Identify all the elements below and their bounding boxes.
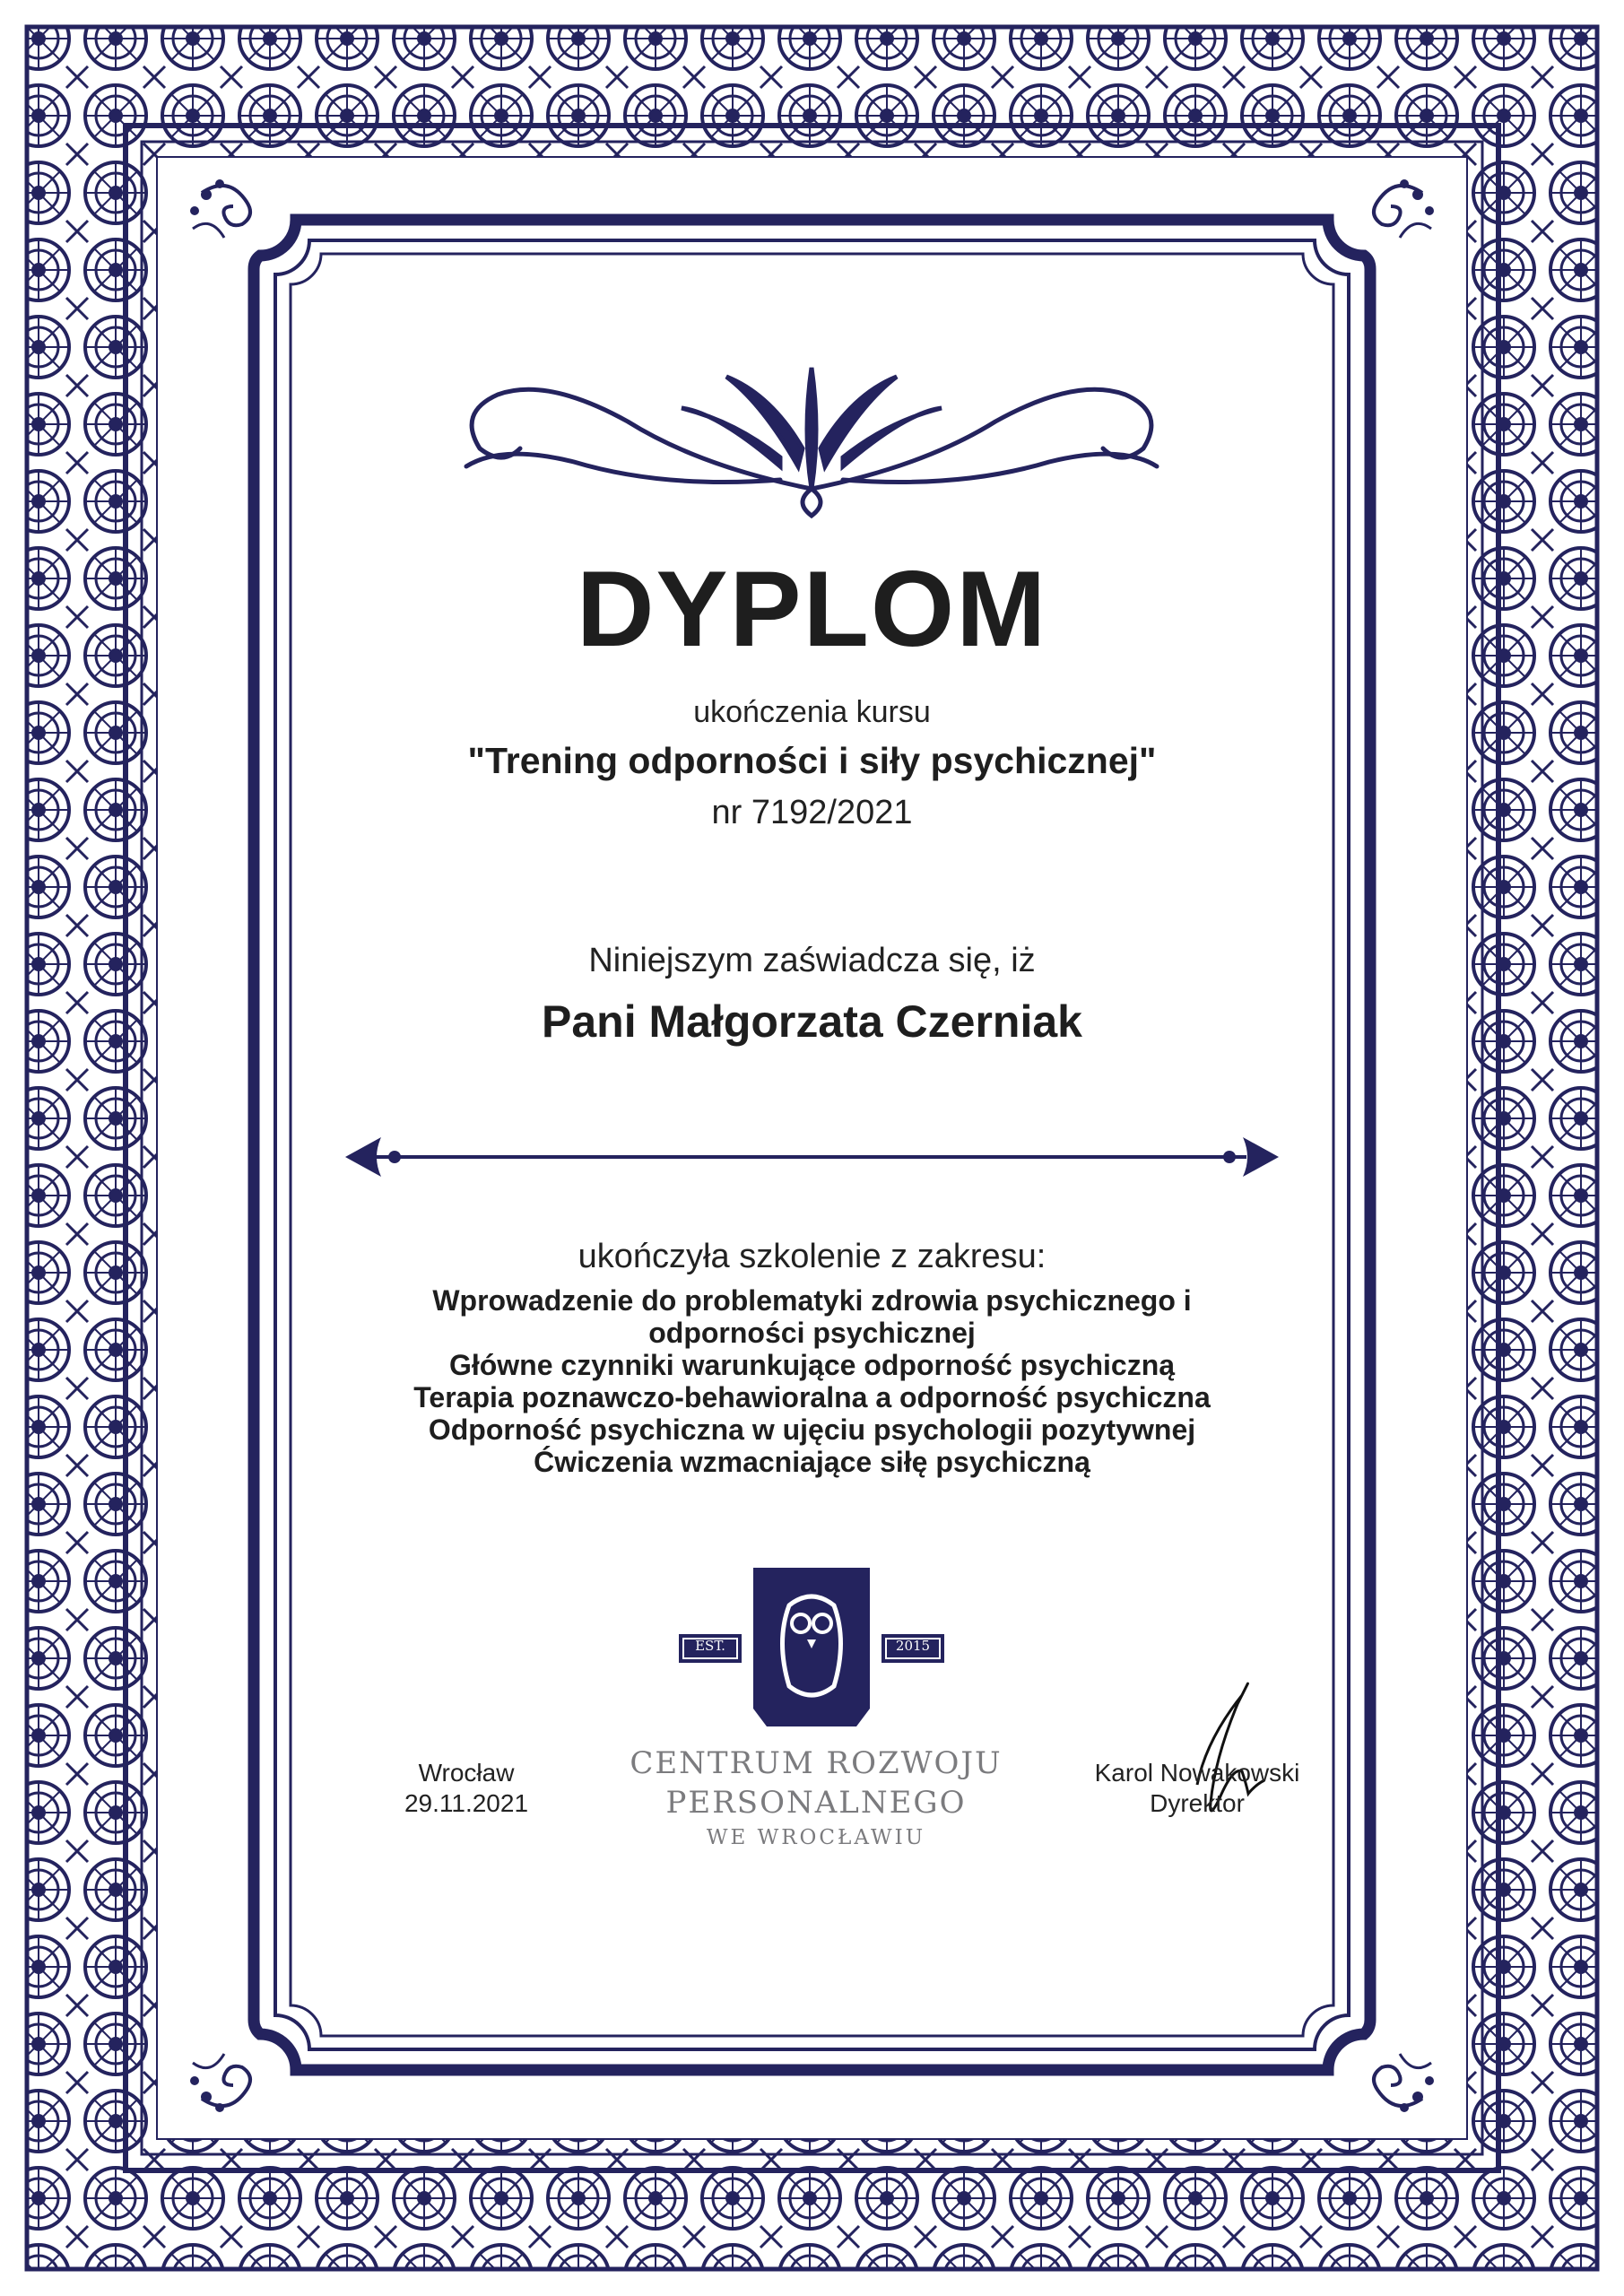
place-date (354, 1758, 578, 1819)
course-name: "Trening odporności i siły psychicznej" (467, 740, 1157, 781)
signatory (1058, 1758, 1336, 1819)
topic-item: Odporność psychiczna w ujęciu psychologii pozytywnej (428, 1413, 1196, 1446)
org-name-line3: WE WROCŁAWIU (706, 1826, 926, 1849)
topic-item: Terapia poznawczo-behawioralna a odporność psychiczna (413, 1381, 1211, 1413)
topics-list (0, 1284, 1624, 1478)
badge-est: EST. (695, 1638, 725, 1654)
diploma-title: DYPLOM (576, 549, 1048, 669)
diploma-number: nr 7192/2021 (711, 794, 913, 831)
certify-text: Niniejszym zaświadcza się, iż (588, 942, 1036, 979)
course-intro: ukończenia kursu (693, 695, 931, 729)
signatory-name: Karol Nowakowski (1094, 1759, 1300, 1787)
topic-item: Główne czynniki warunkujące odporność psychiczną (448, 1349, 1176, 1381)
signatory-role: Dyrektor (1150, 1789, 1245, 1817)
place: Wrocław (418, 1759, 515, 1787)
topic-item: odporności psychicznej (648, 1317, 976, 1349)
scope-intro: ukończyła szkolenie z zakresu: (578, 1238, 1046, 1275)
recipient-name: Pani Małgorzata Czerniak (542, 996, 1082, 1047)
topic-item: Wprowadzenie do problematyki zdrowia psychicznego i (432, 1284, 1192, 1317)
date: 29.11.2021 (404, 1789, 529, 1817)
org-name-line1: CENTRUM ROZWOJU (630, 1745, 1003, 1781)
org-name-line2: PERSONALNEGO (665, 1785, 967, 1821)
topic-item: Ćwiczenia wzmacniające siłę psychiczną (534, 1446, 1090, 1478)
badge-year: 2015 (895, 1638, 931, 1654)
